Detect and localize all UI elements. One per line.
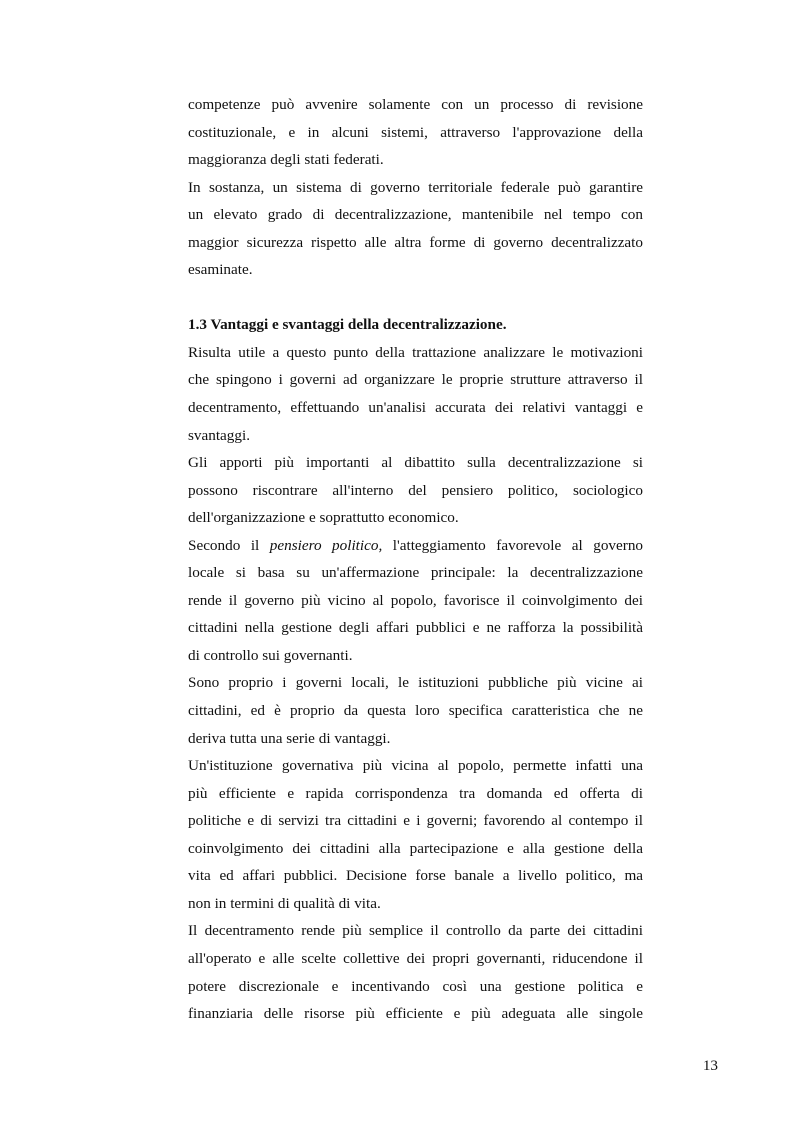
text-line: politiche e di servizi tra cittadini e i governi; favorendo al contempo il	[188, 812, 643, 830]
text-line: vita ed affari pubblici. Decisione forse banale a livello politico, ma	[188, 867, 643, 885]
section-heading: 1.3 Vantaggi e svantaggi della decentralizzazione.	[188, 316, 507, 334]
text-line: non in termini di qualità di vita.	[188, 894, 381, 912]
text-fragment: l'atteggiamento favorevole al governo	[382, 536, 644, 554]
text-line: costituzionale, e in alcuni sistemi, attraverso l'approvazione della	[188, 123, 643, 141]
text-line: più efficiente e rapida corrispondenza tra domanda ed offerta di	[188, 784, 643, 802]
text-line: un elevato grado di decentralizzazione, mantenibile nel tempo con	[188, 206, 643, 224]
text-line: maggioranza degli stati federati.	[188, 151, 384, 169]
text-line: Risulta utile a questo punto della trattazione analizzare le motivazioni	[188, 343, 643, 361]
text-line: In sostanza, un sistema di governo territoriale federale può garantire	[188, 178, 643, 196]
text-line: di controllo sui governanti.	[188, 646, 353, 664]
text-line: cittadini, ed è proprio da questa loro specifica caratteristica che ne	[188, 702, 643, 720]
text-line: finanziaria delle risorse più efficiente e più adeguata alle singole	[188, 1005, 643, 1023]
section-heading-container	[188, 311, 643, 339]
text-line: competenze può avvenire solamente con un processo di revisione	[188, 96, 643, 113]
text-line: esaminate.	[188, 261, 253, 279]
paragraph-8	[188, 917, 643, 1027]
text-line: locale si basa su un'affermazione principale: la decentralizzazione	[188, 564, 643, 582]
paragraph-1	[188, 91, 643, 174]
blank-line	[188, 284, 643, 312]
text-line: all'operato e alle scelte collettive dei propri governanti, riducendone il	[188, 949, 643, 967]
paragraph-6	[188, 669, 643, 752]
paragraph-5	[188, 532, 643, 670]
text-line: cittadini nella gestione degli affari pubblici e ne rafforza la possibilità	[188, 619, 643, 637]
text-line: dell'organizzazione e soprattutto economico.	[188, 509, 459, 527]
emphasis-text: pensiero politico,	[269, 536, 383, 554]
text-line: decentramento, effettuando un'analisi accurata dei relativi vantaggi e	[188, 399, 643, 417]
text-line: rende il governo più vicino al popolo, favorisce il coinvolgimento dei	[188, 591, 643, 609]
text-line: svantaggi.	[188, 426, 251, 444]
paragraph-3	[188, 339, 643, 449]
text-line: possono riscontrare all'interno del pensiero politico, sociologico	[188, 481, 643, 499]
text-line: coinvolgimento dei cittadini alla partecipazione e alla gestione della	[188, 839, 643, 857]
paragraph-4	[188, 449, 643, 532]
text-line: potere discrezionale e incentivando così una gestione politica e	[188, 977, 643, 995]
text-line-with-emphasis	[188, 532, 643, 560]
text-line: Il decentramento rende più semplice il controllo da parte dei cittadini	[188, 922, 643, 940]
page-body	[188, 91, 643, 1028]
text-fragment: Secondo il	[188, 536, 270, 554]
text-line: che spingono i governi ad organizzare le proprie strutture attraverso il	[188, 371, 643, 389]
paragraph-2	[188, 174, 643, 284]
page-number: 13	[702, 1057, 718, 1074]
text-line: Gli apporti più importanti al dibattito sulla decentralizzazione si	[188, 454, 643, 472]
text-line: Un'istituzione governativa più vicina al popolo, permette infatti una	[188, 757, 643, 775]
text-line: deriva tutta una serie di vantaggi.	[188, 729, 391, 747]
text-line: maggior sicurezza rispetto alle altra forme di governo decentralizzato	[188, 233, 643, 251]
text-line: Sono proprio i governi locali, le istituzioni pubbliche più vicine ai	[188, 674, 643, 692]
paragraph-7	[188, 752, 643, 917]
